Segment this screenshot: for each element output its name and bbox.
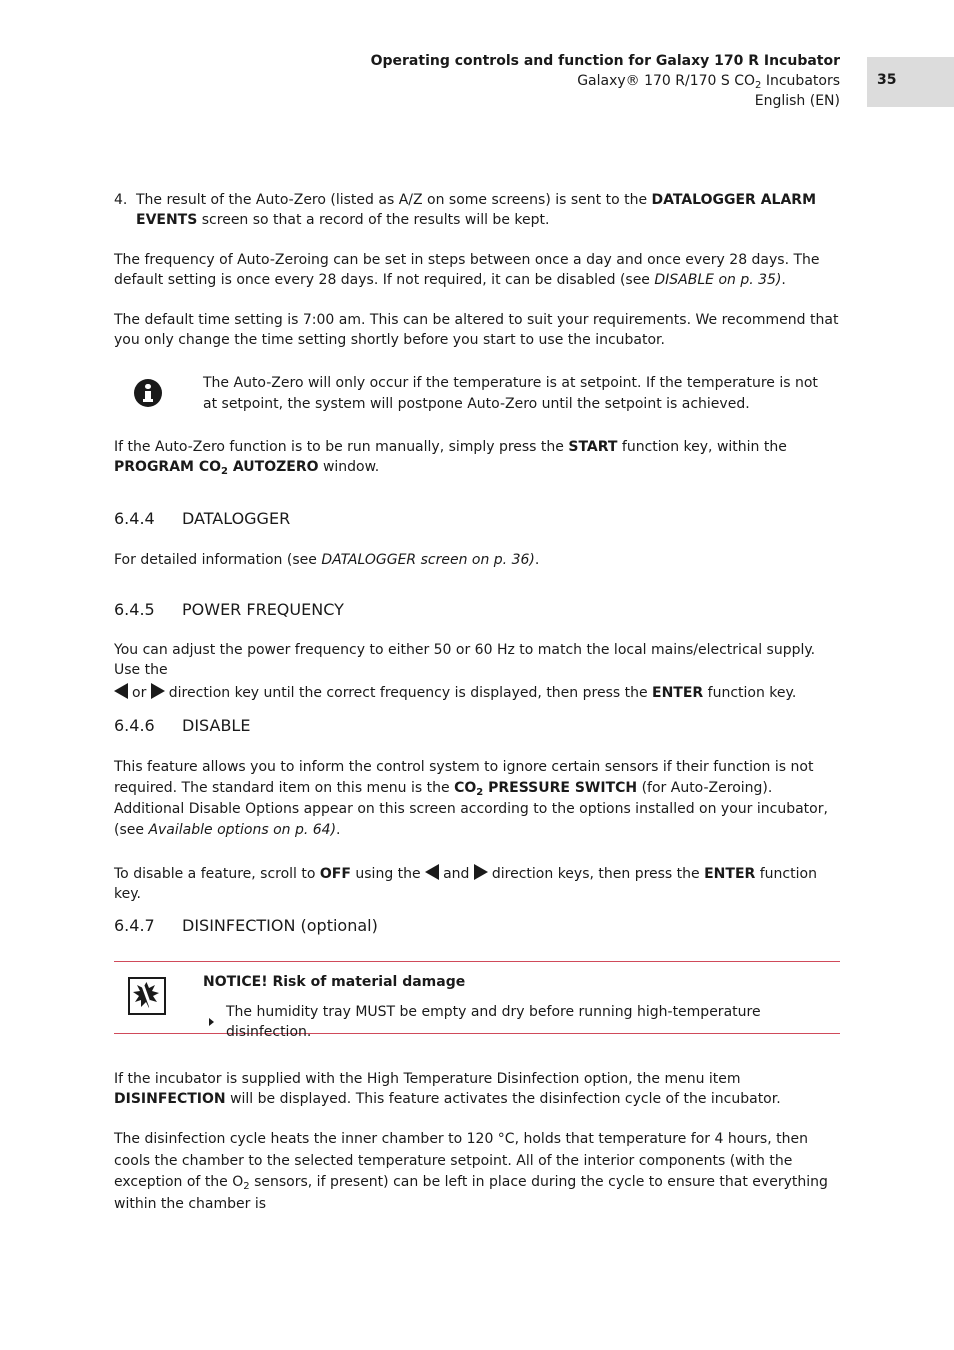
para-power-text-1: You can adjust the power frequency to either 50 or 60 Hz to match the local mains/electrical supply. Use the bbox=[114, 642, 816, 678]
para-power-bold: ENTER bbox=[652, 685, 704, 701]
para-frequency bbox=[114, 250, 842, 290]
header-language: English (EN) bbox=[754, 93, 840, 109]
para-manual bbox=[114, 437, 842, 477]
para-manual-bold-2a: PROGRAM CO bbox=[114, 459, 222, 475]
header-subtitle bbox=[371, 71, 840, 91]
para-manual-text-3: window. bbox=[318, 459, 380, 475]
para-disinf1-text-2: will be displayed. This feature activates the disinfection cycle of the incubator. bbox=[225, 1091, 781, 1107]
section-heading-646 bbox=[114, 716, 842, 736]
section-number: 6.4.5 bbox=[114, 600, 155, 619]
para-disable-bold-sub: 2 bbox=[476, 787, 484, 798]
para-disinf1-text-1: If the incubator is supplied with the High Temperature Disinfection option, the menu item bbox=[114, 1071, 741, 1087]
notice-bullet-text: The humidity tray MUST be empty and dry before running high-temperature disinfection. bbox=[226, 1004, 761, 1040]
off-text-1: To disable a feature, scroll to bbox=[114, 866, 320, 882]
running-header bbox=[371, 51, 840, 111]
section-heading-645 bbox=[114, 600, 842, 620]
bullet-arrow-icon bbox=[209, 1018, 214, 1026]
header-title: Operating controls and function for Galaxy 170 R Incubator bbox=[370, 53, 840, 69]
para-manual-bold-3: AUTOZERO bbox=[228, 459, 319, 475]
step-bold-1: DATALOGGER ALARM EVENTS bbox=[136, 192, 817, 228]
para-disinfection-1 bbox=[114, 1069, 842, 1109]
para-disable-bold bbox=[454, 780, 637, 796]
section-number: 6.4.6 bbox=[114, 716, 155, 735]
para-disable-off bbox=[114, 864, 842, 904]
para-disinf2-text-1: The disinfection cycle heats the inner chamber to 120 °C, holds that temperature for 4 hours, then cools the chamber to the selected temperature setpoint. All of the interior components (with the exception of the O bbox=[114, 1131, 808, 1190]
para-disinf1-bold: DISINFECTION bbox=[114, 1091, 226, 1107]
para-datalogger-text-2: . bbox=[534, 552, 540, 568]
section-number: 6.4.4 bbox=[114, 509, 155, 528]
header-subtitle-text: Galaxy® 170 R/170 S CO bbox=[577, 73, 756, 89]
para-disable-bold-2: PRESSURE SWITCH bbox=[483, 780, 638, 796]
notice-title: NOTICE! Risk of material damage bbox=[203, 974, 466, 990]
para-frequency-text-1: The frequency of Auto-Zeroing can be set in steps between once a day and once every 28 days. The default setting is once every 28 days. If not required, it can be disabled (see bbox=[114, 252, 820, 288]
page-number: 35 bbox=[867, 57, 954, 107]
right-arrow-icon bbox=[474, 864, 488, 880]
para-disable-text-1: This feature allows you to inform the control system to ignore certain sensors if their function is not required. The standard item on this menu is the bbox=[114, 759, 814, 796]
off-text-2: using the bbox=[350, 866, 421, 882]
section-heading-647 bbox=[114, 916, 842, 936]
section-title: POWER FREQUENCY bbox=[182, 600, 344, 619]
section-number: 6.4.7 bbox=[114, 916, 155, 935]
para-disable-text-2: (for Auto-Zeroing). Additional Disable Options appear on this screen according to the options installed on your incubator, (see bbox=[114, 780, 828, 838]
step-text-1: The result of the Auto-Zero (listed as A/Z on some screens) is sent to the bbox=[136, 192, 652, 208]
off-bold: OFF bbox=[319, 866, 351, 882]
para-manual-text-1: If the Auto-Zero function is to be run manually, simply press the bbox=[114, 439, 569, 455]
step-4 bbox=[114, 190, 842, 230]
right-arrow-icon bbox=[151, 683, 165, 699]
notice-bullet bbox=[203, 1002, 840, 1042]
para-power-text-2: direction key until the correct frequency is displayed, then press the bbox=[168, 685, 653, 701]
para-manual-bold-1: START bbox=[568, 439, 618, 455]
para-power-frequency bbox=[114, 640, 842, 706]
para-datalogger-text-1: For detailed information (see bbox=[114, 552, 322, 568]
section-title: DISINFECTION (optional) bbox=[182, 916, 378, 935]
para-disable-text-3: . bbox=[336, 822, 341, 838]
off-bold-2: ENTER bbox=[704, 866, 756, 882]
section-title: DISABLE bbox=[182, 716, 251, 735]
para-frequency-text-2: . bbox=[781, 272, 786, 288]
para-disinf2-sub: 2 bbox=[243, 1181, 250, 1192]
para-time bbox=[114, 310, 842, 350]
para-manual-bold-2 bbox=[114, 459, 319, 475]
left-arrow-icon bbox=[114, 683, 128, 699]
para-manual-text-2: function key, within the bbox=[617, 439, 787, 455]
para-power-text-3: function key. bbox=[703, 685, 797, 701]
header-subtitle-post: Incubators bbox=[761, 73, 840, 89]
info-icon bbox=[134, 379, 162, 407]
section-heading-644 bbox=[114, 509, 842, 529]
off-text-3: direction keys, then press the bbox=[491, 866, 705, 882]
link-options-ref[interactable]: Available options on p. 64) bbox=[148, 822, 337, 838]
para-datalogger bbox=[114, 550, 842, 570]
step-text bbox=[136, 190, 842, 230]
section-title: DATALOGGER bbox=[182, 509, 291, 528]
para-power-or: or bbox=[132, 685, 147, 701]
step-number: 4. bbox=[114, 192, 128, 208]
para-disinfection-2 bbox=[114, 1129, 842, 1215]
left-arrow-icon bbox=[425, 864, 439, 880]
step-text-2: screen so that a record of the results will be kept. bbox=[197, 212, 550, 228]
para-manual-bold-2-sub: 2 bbox=[221, 466, 228, 477]
link-disable-ref[interactable]: DISABLE on p. 35) bbox=[654, 272, 782, 288]
notice-content bbox=[203, 972, 840, 1042]
para-time-text: The default time setting is 7:00 am. This can be altered to suit your requirements. We recommend that you only change the time setting shortly before you start to use the incubator. bbox=[114, 312, 839, 348]
header-subtitle-sub: 2 bbox=[755, 80, 762, 91]
para-disinf2-text-2: sensors, if present) can be left in place during the cycle to ensure that everything within the chamber is bbox=[114, 1174, 828, 1212]
para-disable bbox=[114, 757, 842, 841]
info-note bbox=[203, 373, 833, 415]
off-and: and bbox=[443, 866, 470, 882]
notice-box bbox=[114, 961, 840, 1040]
off-text-4: function key. bbox=[114, 866, 817, 902]
link-datalogger-ref[interactable]: DATALOGGER screen on p. 36) bbox=[321, 552, 535, 568]
notice-damage-icon bbox=[128, 977, 166, 1015]
info-note-text: The Auto-Zero will only occur if the temperature is at setpoint. If the temperature is not at setpoint, the system will postpone Auto-Zero until the setpoint is achieved. bbox=[203, 375, 818, 412]
para-disable-bold-1: CO bbox=[454, 780, 477, 796]
